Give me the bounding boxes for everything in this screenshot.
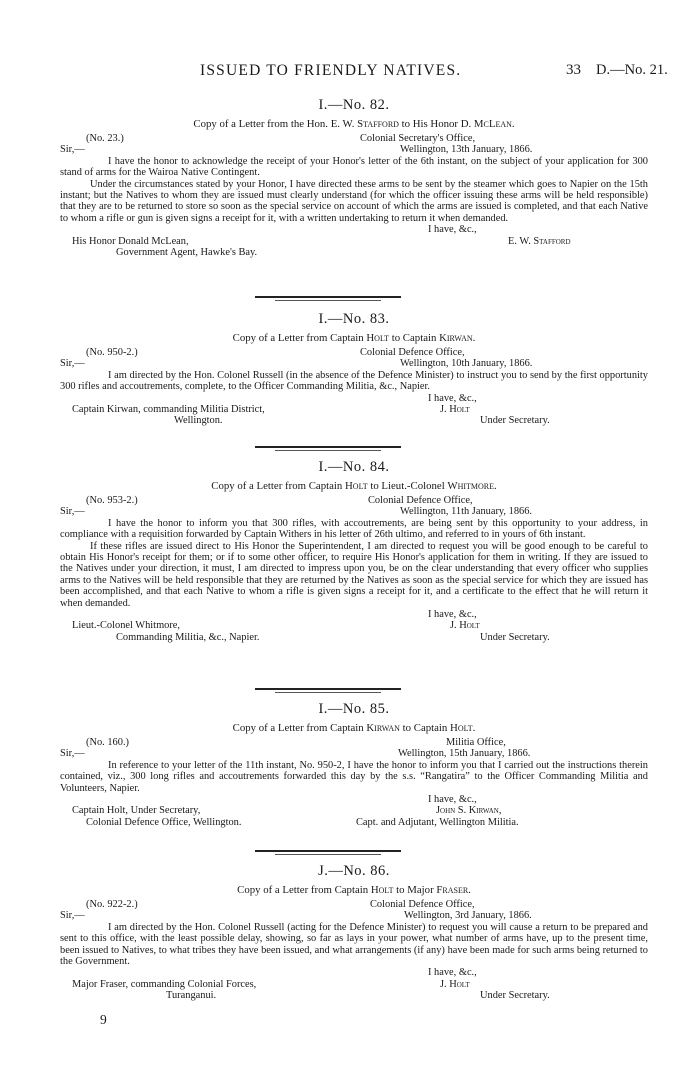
section-divider [255, 446, 401, 448]
letter-number: I.—No. 82. [318, 97, 390, 113]
signature: E. W. Stafford [508, 235, 571, 247]
signature: J. Holt [440, 978, 470, 990]
salutation: Sir,— [60, 358, 85, 370]
letter-ref: (No. 23.) [86, 133, 124, 144]
addressee: Captain Holt, Under Secretary, [72, 805, 201, 817]
signature-title: Under Secretary. [480, 631, 550, 643]
addressee-line-2: Colonial Defence Office, Wellington. [86, 816, 242, 828]
letter-paragraph: I am directed by the Hon. Colonel Russell (acting for the Defence Minister) to request you will cause a return to be prepared and sent to this office, with the least possible delay, showing, so far as lays in your power, what number of arms have, up to the present time, been issued to Natives, to what tribes they have been issued, and what arrangements (if any) have been made for such arms being returned to the Government. [60, 921, 648, 967]
signature: John S. Kirwan, [436, 805, 502, 817]
addressee: His Honor Donald McLean, [72, 235, 189, 247]
sender-name: Holt [345, 480, 368, 492]
letter-paragraph: I have the honor to acknowledge the receipt of your Honor's letter of the 6th instant, on the subject of your application for 300 stand of arms for the Wairoa Native Contingent. [60, 155, 648, 179]
letter-number: I.—No. 85. [318, 701, 390, 717]
document-reference: D.—No. 21. [596, 62, 668, 78]
salutation: Sir,— [60, 910, 85, 922]
closing: I have, &c., [428, 794, 477, 805]
letter-paragraph: If these rifles are issued direct to His Honor the Superintendent, I am directed to request you will be good enough to be careful to obtain His Honor's receipt for them; or if to some other officer, to require His Honor's application for them in writing. If they are issued to the Natives under your direction, it must, I am directed to impress upon you, be on the clear understanding that every officer who supplies arms to the Natives will be held responsible that they are returned by the Natives as soon as the special service for which they are issued has been accomplished, and that each Native to whom a rifle is given signs a receipt for it, and a certificate to the effect that he will return it when demanded. [60, 540, 648, 609]
place-date: Wellington, 15th January, 1866. [398, 748, 531, 760]
letter-caption: Copy of a Letter from Captain Kirwan to Captain Holt. [232, 722, 476, 734]
letter-office: Colonial Secretary's Office, [360, 133, 476, 144]
letter-office: Colonial Defence Office, [370, 899, 475, 910]
addressee: Lieut.-Colonel Whitmore, [72, 620, 181, 632]
letter-83 [60, 310, 648, 427]
letter-caption: Copy of a Letter from Captain Holt to Major Fraser. [237, 884, 471, 896]
place-date: Wellington, 10th January, 1866. [400, 358, 533, 370]
section-divider [255, 688, 401, 690]
salutation: Sir,— [60, 748, 85, 760]
addressee-line-2: Government Agent, Hawke's Bay. [116, 247, 258, 258]
letter-office: Colonial Defence Office, [368, 495, 473, 506]
sender-name: Kirwan [366, 722, 400, 734]
closing: I have, &c., [428, 224, 477, 236]
letter-paragraph: Under the circumstances stated by your Honor, I have directed these arms to be sent by the steamer which goes to Napier on the 15th instant; but the Natives to whom they are issued must clearly understand (for which the officer issuing these arms will be held responsible) that they are to be returned to store so soon as the special service on account of which the arms are issued is completed, and that each Native to whom a rifle or gun is given signs a receipt for it, with a written undertaking to return it when demanded. [60, 178, 648, 224]
recipient-name: McLean [473, 118, 512, 130]
signature-title: Capt. and Adjutant, Wellington Militia. [356, 816, 519, 828]
letter-ref: (No. 950-2.) [86, 347, 138, 358]
addressee-line-2: Wellington. [174, 415, 223, 427]
letter-number: I.—No. 83. [318, 311, 390, 327]
recipient-name: Holt [450, 722, 473, 734]
letter-paragraph: I am directed by the Hon. Colonel Russell (in the absence of the Defence Minister) to instruct you to send by the first opportunity 300 rifles and accoutrements, complete, to the Officer Commanding Militia, &c., Napier. [60, 369, 648, 393]
recipient-name: Whitmore [447, 480, 495, 492]
page-number: 33 [566, 62, 581, 78]
place-date: Wellington, 13th January, 1866. [400, 144, 533, 156]
letter-office: Militia Office, [446, 737, 506, 748]
letter-84 [60, 458, 648, 643]
sender-name: Stafford [357, 118, 399, 130]
letter-ref: (No. 953-2.) [86, 495, 138, 506]
salutation: Sir,— [60, 506, 85, 518]
recipient-name: Kirwan [439, 332, 473, 344]
place-date: Wellington, 11th January, 1866. [400, 506, 533, 518]
section-divider [255, 296, 401, 298]
letter-caption: Copy of a Letter from Captain Holt to Lieut.-Colonel Whitmore. [211, 480, 497, 492]
addressee-line-2: Commanding Militia, &c., Napier. [116, 631, 260, 643]
letter-ref: (No. 922-2.) [86, 899, 138, 910]
closing: I have, &c., [428, 392, 477, 404]
addressee: Captain Kirwan, commanding Militia District, [72, 403, 265, 415]
letter-office: Colonial Defence Office, [360, 347, 465, 358]
signature: J. Holt [440, 403, 470, 415]
addressee-line-2: Turanganui. [166, 990, 217, 1002]
recipient-name: Fraser [436, 884, 469, 896]
printer-signature-mark: 9 [100, 1012, 107, 1027]
place-date: Wellington, 3rd January, 1866. [404, 910, 532, 922]
letter-number: J.—No. 86. [318, 863, 390, 879]
letter-ref: (No. 160.) [86, 737, 129, 748]
letter-85 [60, 700, 648, 828]
page-header-title: ISSUED TO FRIENDLY NATIVES. [200, 62, 462, 79]
letter-caption: Copy of a Letter from the Hon. E. W. Stafford to His Honor D. McLean. [193, 118, 515, 130]
closing: I have, &c., [428, 609, 477, 621]
letter-number: I.—No. 84. [318, 459, 390, 475]
signature: J. Holt [450, 620, 480, 632]
closing: I have, &c., [428, 967, 477, 979]
signature-title: Under Secretary. [480, 990, 550, 1002]
sender-name: Holt [366, 332, 389, 344]
sender-name: Holt [370, 884, 394, 896]
section-divider [255, 850, 401, 852]
letter-paragraph: In reference to your letter of the 11th instant, No. 950-2, I have the honor to inform you that I carried out the instructions therein contained, viz., 300 long rifles and accoutrements forwarded this day by the s.s. “Rangatira” to the Officer Commanding Militia and Volunteers, Napier. [60, 759, 648, 794]
letter-82 [60, 96, 648, 258]
signature-title: Under Secretary. [480, 415, 550, 427]
letter-paragraph: I have the honor to inform you that 300 rifles, with accoutrements, are being sent by this opportunity to your address, in compliance with a requisition forwarded by Captain Withers in his letter of 26th ultimo, and referred to in yours of 6th instant. [60, 517, 648, 541]
salutation: Sir,— [60, 144, 85, 156]
letter-caption: Copy of a Letter from Captain Holt to Captain Kirwan. [232, 332, 476, 344]
addressee: Major Fraser, commanding Colonial Forces, [72, 978, 257, 990]
letter-86 [60, 862, 648, 1002]
